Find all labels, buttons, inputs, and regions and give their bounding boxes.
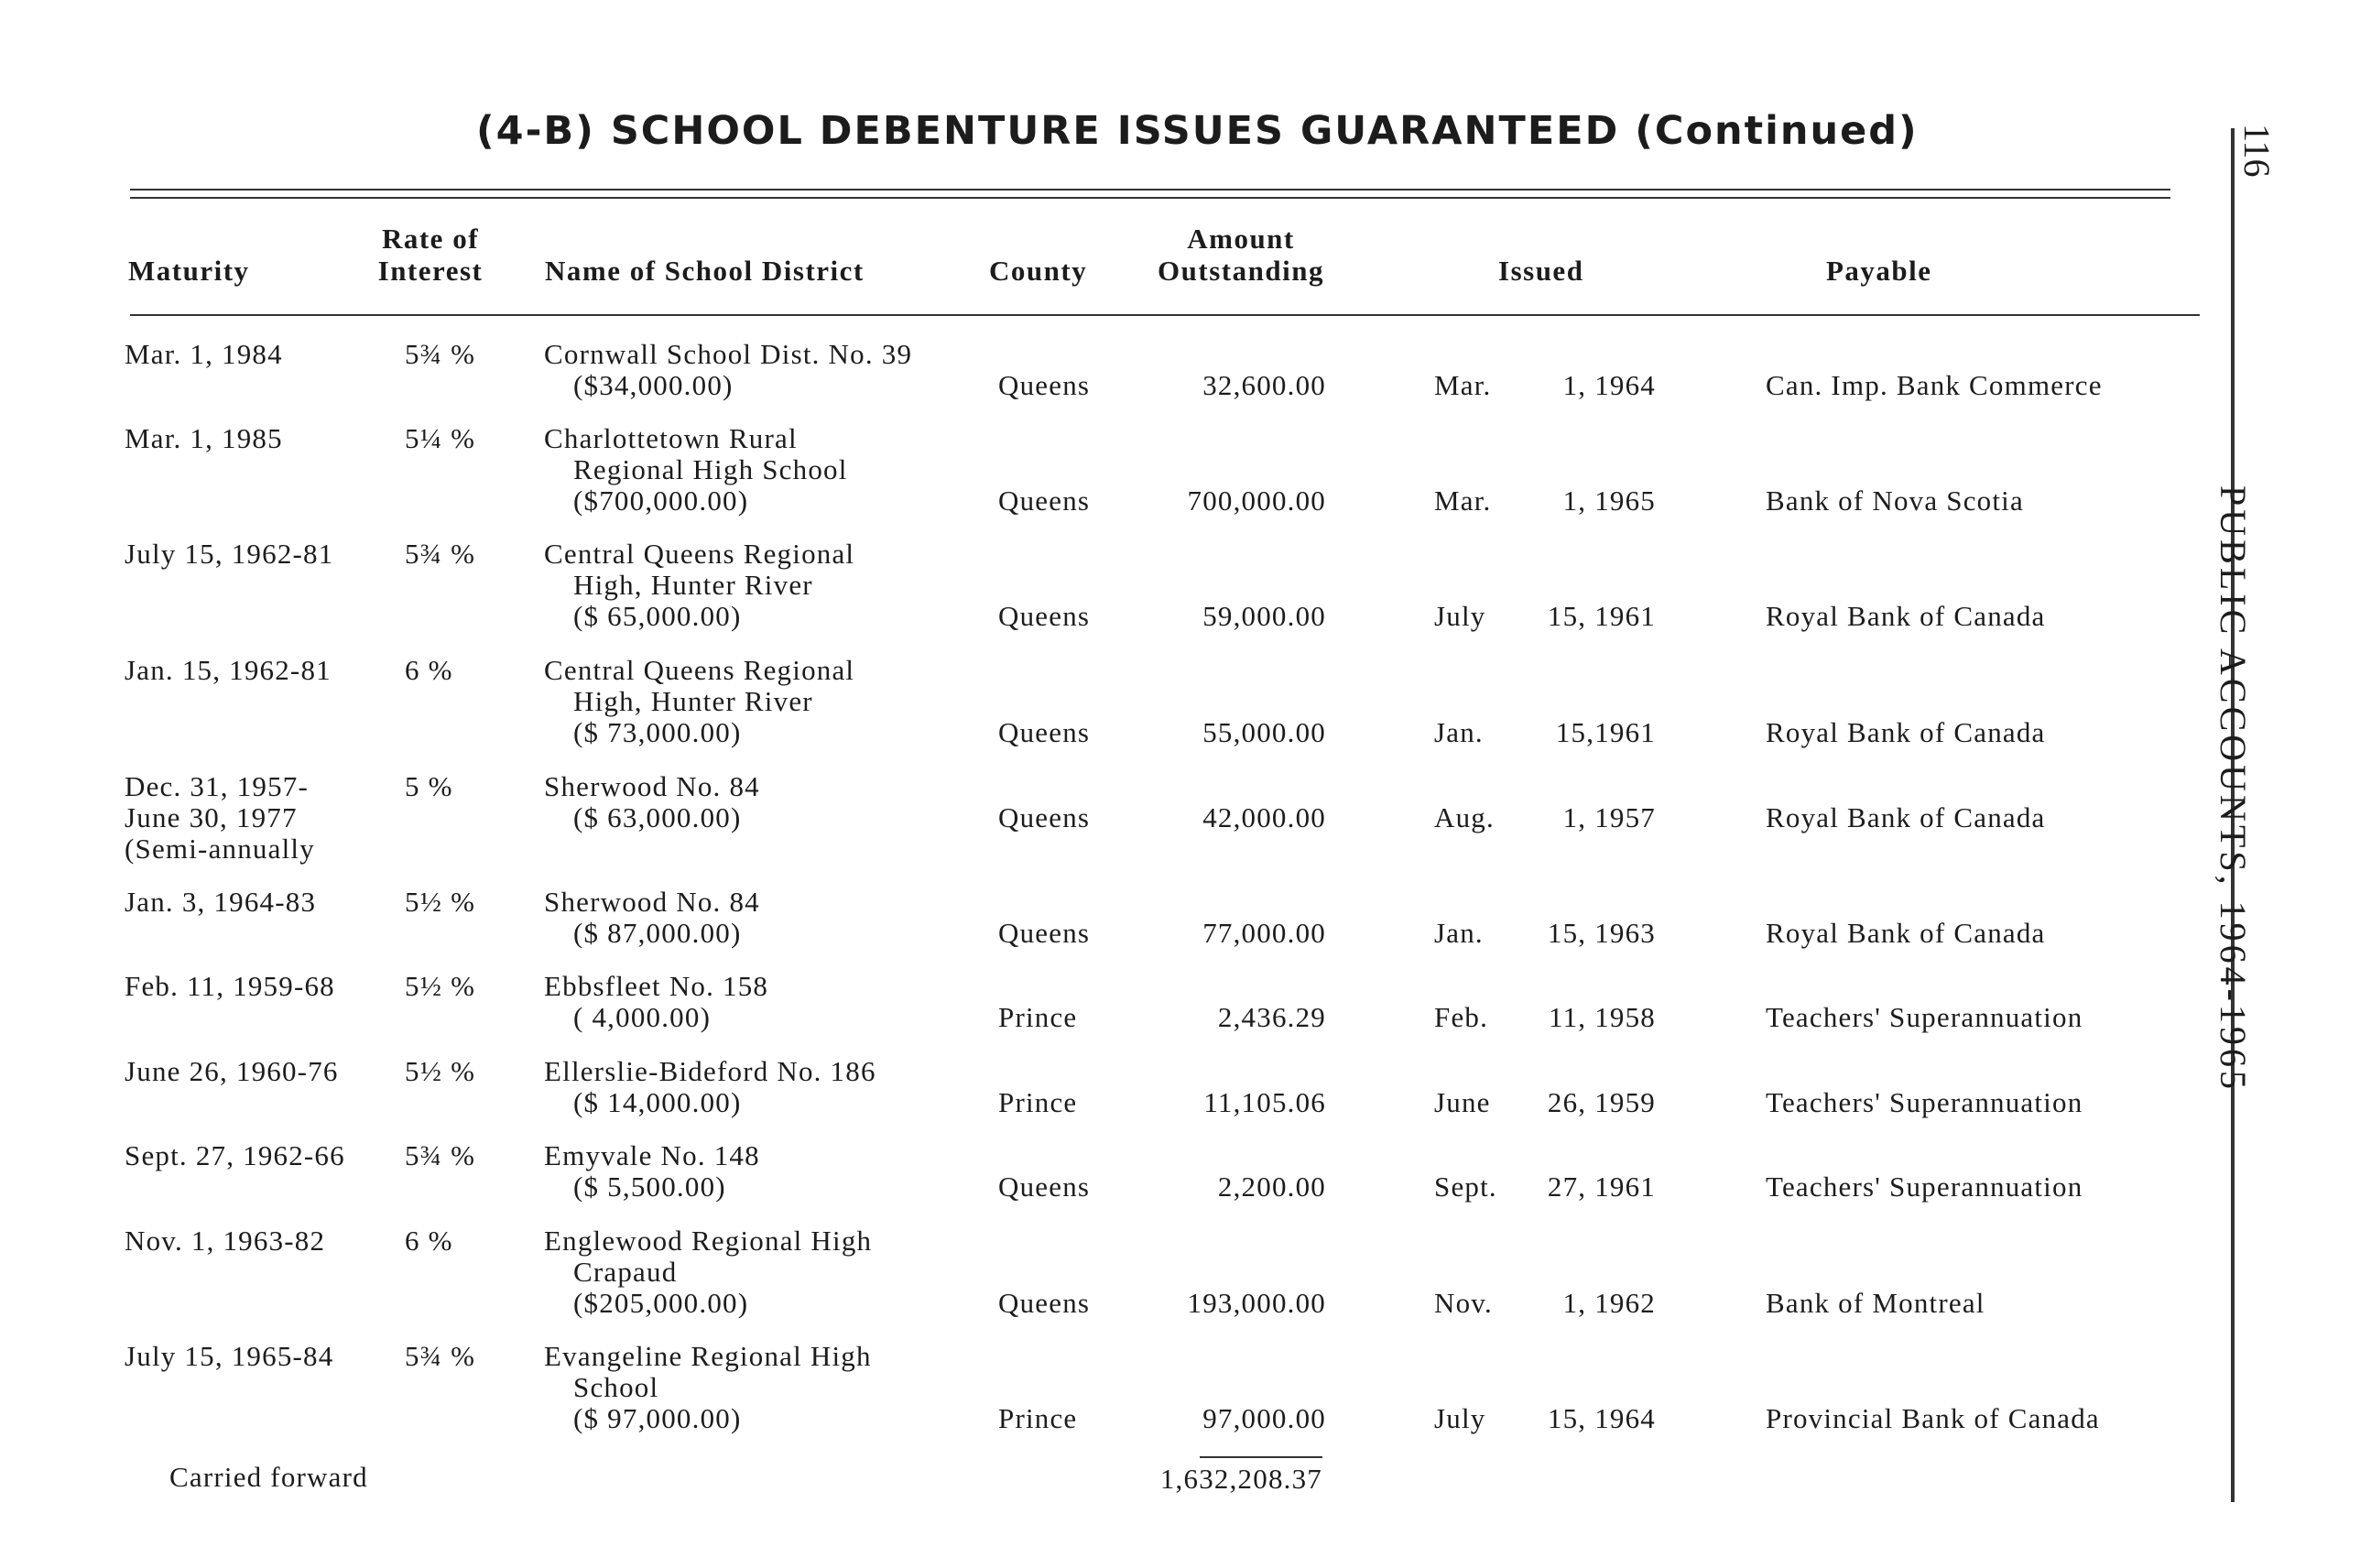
issued-date-cell: 15, 1961: [1547, 600, 1656, 632]
header-issued: Issued: [1498, 255, 1584, 287]
payable-cell: Teachers' Superannuation: [1766, 1171, 2083, 1203]
county-cell: Queens: [998, 716, 1091, 748]
header-amount-line1: Amount: [1187, 223, 1295, 255]
carried-forward-label: Carried forward: [169, 1461, 368, 1493]
rate-cell: 5¼ %: [405, 422, 476, 454]
amount-cell: 700,000.00: [1187, 485, 1326, 517]
maturity-cell: Dec. 31, 1957-: [125, 770, 310, 802]
school-district-cell: Crapaud: [573, 1256, 678, 1288]
county-cell: Queens: [998, 801, 1091, 833]
rate-cell: 5½ %: [405, 1055, 476, 1087]
issued-month-cell: Mar.: [1434, 369, 1492, 401]
issued-date-cell: 1, 1965: [1562, 485, 1656, 517]
payable-cell: Royal Bank of Canada: [1766, 917, 2046, 949]
issued-month-cell: Mar.: [1434, 485, 1492, 517]
school-district-cell: ($ 63,000.00): [573, 801, 742, 833]
page-number-text: 116: [2236, 124, 2278, 178]
issued-month-cell: Aug.: [1434, 801, 1495, 833]
school-district-cell: ($ 14,000.00): [573, 1086, 742, 1118]
county-cell: Prince: [998, 1402, 1078, 1434]
county-cell: Queens: [998, 600, 1091, 632]
county-cell: Queens: [998, 369, 1091, 401]
school-district-cell: High, Hunter River: [573, 685, 813, 717]
rate-cell: 5¾ %: [405, 1340, 476, 1372]
school-district-cell: ( 4,000.00): [573, 1001, 712, 1033]
amount-cell: 59,000.00: [1202, 600, 1326, 632]
maturity-cell: Nov. 1, 1963-82: [125, 1225, 326, 1257]
school-district-cell: Charlottetown Rural: [544, 422, 798, 454]
school-district-cell: ($ 87,000.00): [573, 917, 742, 949]
running-head-text: PUBLIC ACCOUNTS, 1964-1965: [2213, 485, 2254, 1093]
county-cell: Queens: [998, 485, 1091, 517]
rate-cell: 5¾ %: [405, 338, 476, 370]
school-district-cell: Cornwall School Dist. No. 39: [544, 338, 913, 370]
maturity-cell: Mar. 1, 1984: [125, 338, 283, 370]
total-rule: [1200, 1456, 1322, 1458]
school-district-cell: Regional High School: [573, 453, 848, 485]
rate-cell: 5¾ %: [405, 1139, 476, 1171]
issued-month-cell: July: [1434, 600, 1486, 632]
amount-cell: 97,000.00: [1202, 1402, 1326, 1434]
maturity-cell: June 30, 1977: [125, 801, 298, 833]
header-name-of-school-district: Name of School District: [545, 255, 865, 287]
header-county: County: [989, 255, 1088, 287]
issued-date-cell: 15, 1964: [1547, 1402, 1656, 1434]
payable-cell: Teachers' Superannuation: [1766, 1086, 2083, 1118]
issued-month-cell: Jan.: [1434, 716, 1484, 748]
issued-date-cell: 26, 1959: [1547, 1086, 1656, 1118]
rate-cell: 6 %: [405, 1225, 453, 1257]
header-payable: Payable: [1826, 255, 1932, 287]
issued-month-cell: June: [1434, 1086, 1491, 1118]
page-title: (4-B) SCHOOL DEBENTURE ISSUES GUARANTEED (Continued): [476, 108, 1919, 154]
header-rate-line2: Interest: [377, 255, 484, 287]
school-district-cell: ($ 5,500.00): [573, 1171, 726, 1203]
running-head: [2207, 485, 2262, 1310]
rate-cell: 5½ %: [405, 970, 476, 1002]
issued-date-cell: 15,1961: [1555, 716, 1656, 748]
rate-cell: 5 %: [405, 770, 453, 802]
county-cell: Queens: [998, 917, 1091, 949]
payable-cell: Bank of Montreal: [1766, 1287, 1985, 1319]
amount-cell: 11,105.06: [1203, 1086, 1326, 1118]
maturity-cell: (Semi-annually: [125, 833, 315, 865]
school-district-cell: High, Hunter River: [573, 569, 813, 601]
school-district-cell: ($205,000.00): [573, 1287, 749, 1319]
school-district-cell: ($ 65,000.00): [573, 600, 742, 632]
issued-month-cell: Sept.: [1434, 1171, 1497, 1203]
header-rate-line1: Rate of: [381, 223, 480, 255]
amount-cell: 2,200.00: [1217, 1171, 1326, 1203]
issued-date-cell: 27, 1961: [1547, 1171, 1656, 1203]
school-district-cell: ($ 73,000.00): [573, 716, 742, 748]
top-rule: [130, 189, 2170, 191]
payable-cell: Can. Imp. Bank Commerce: [1766, 369, 2103, 401]
page-number: [2235, 124, 2289, 197]
school-district-cell: Ebbsfleet No. 158: [544, 970, 769, 1002]
county-cell: Prince: [998, 1001, 1078, 1033]
amount-cell: 32,600.00: [1202, 369, 1326, 401]
school-district-cell: Ellerslie-Bideford No. 186: [544, 1055, 876, 1087]
maturity-cell: June 26, 1960-76: [125, 1055, 339, 1087]
issued-date-cell: 1, 1964: [1562, 369, 1656, 401]
payable-cell: Royal Bank of Canada: [1766, 716, 2046, 748]
issued-date-cell: 1, 1957: [1562, 801, 1656, 833]
school-district-cell: Central Queens Regional: [544, 538, 855, 570]
payable-cell: Provincial Bank of Canada: [1766, 1402, 2100, 1434]
amount-cell: 42,000.00: [1202, 801, 1326, 833]
header-maturity: Maturity: [128, 255, 250, 287]
issued-month-cell: Nov.: [1434, 1287, 1493, 1319]
amount-cell: 2,436.29: [1217, 1001, 1326, 1033]
issued-month-cell: July: [1434, 1402, 1486, 1434]
payable-cell: Royal Bank of Canada: [1766, 801, 2046, 833]
maturity-cell: Jan. 15, 1962-81: [125, 654, 332, 686]
school-district-cell: ($34,000.00): [573, 369, 734, 401]
issued-date-cell: 15, 1963: [1547, 917, 1656, 949]
maturity-cell: Sept. 27, 1962-66: [125, 1139, 345, 1171]
school-district-cell: ($ 97,000.00): [573, 1402, 742, 1434]
school-district-cell: Emyvale No. 148: [544, 1139, 760, 1171]
maturity-cell: July 15, 1965-84: [125, 1340, 334, 1372]
issued-month-cell: Feb.: [1434, 1001, 1489, 1033]
school-district-cell: Englewood Regional High: [544, 1225, 873, 1257]
payable-cell: Bank of Nova Scotia: [1766, 485, 2024, 517]
carried-forward-total: 1,632,208.37: [1159, 1463, 1322, 1495]
top-rule: [130, 197, 2170, 199]
amount-cell: 55,000.00: [1202, 716, 1326, 748]
maturity-cell: July 15, 1962-81: [125, 538, 334, 570]
school-district-cell: Sherwood No. 84: [544, 770, 760, 802]
rate-cell: 5½ %: [405, 886, 476, 918]
amount-cell: 193,000.00: [1187, 1287, 1326, 1319]
issued-month-cell: Jan.: [1434, 917, 1484, 949]
school-district-cell: Sherwood No. 84: [544, 886, 760, 918]
rate-cell: 6 %: [405, 654, 453, 686]
maturity-cell: Jan. 3, 1964-83: [125, 886, 317, 918]
payable-cell: Royal Bank of Canada: [1766, 600, 2046, 632]
school-district-cell: ($700,000.00): [573, 485, 749, 517]
maturity-cell: Mar. 1, 1985: [125, 422, 283, 454]
school-district-cell: Central Queens Regional: [544, 654, 855, 686]
issued-date-cell: 11, 1958: [1549, 1001, 1656, 1033]
county-cell: Queens: [998, 1171, 1091, 1203]
county-cell: Queens: [998, 1287, 1091, 1319]
header-amount-line2: Outstanding: [1158, 255, 1324, 287]
amount-cell: 77,000.00: [1202, 917, 1326, 949]
issued-date-cell: 1, 1962: [1562, 1287, 1656, 1319]
county-cell: Prince: [998, 1086, 1078, 1118]
header-rule: [130, 314, 2200, 316]
payable-cell: Teachers' Superannuation: [1766, 1001, 2083, 1033]
rate-cell: 5¾ %: [405, 538, 476, 570]
school-district-cell: Evangeline Regional High: [544, 1340, 872, 1372]
maturity-cell: Feb. 11, 1959-68: [125, 970, 335, 1002]
school-district-cell: School: [573, 1371, 659, 1403]
